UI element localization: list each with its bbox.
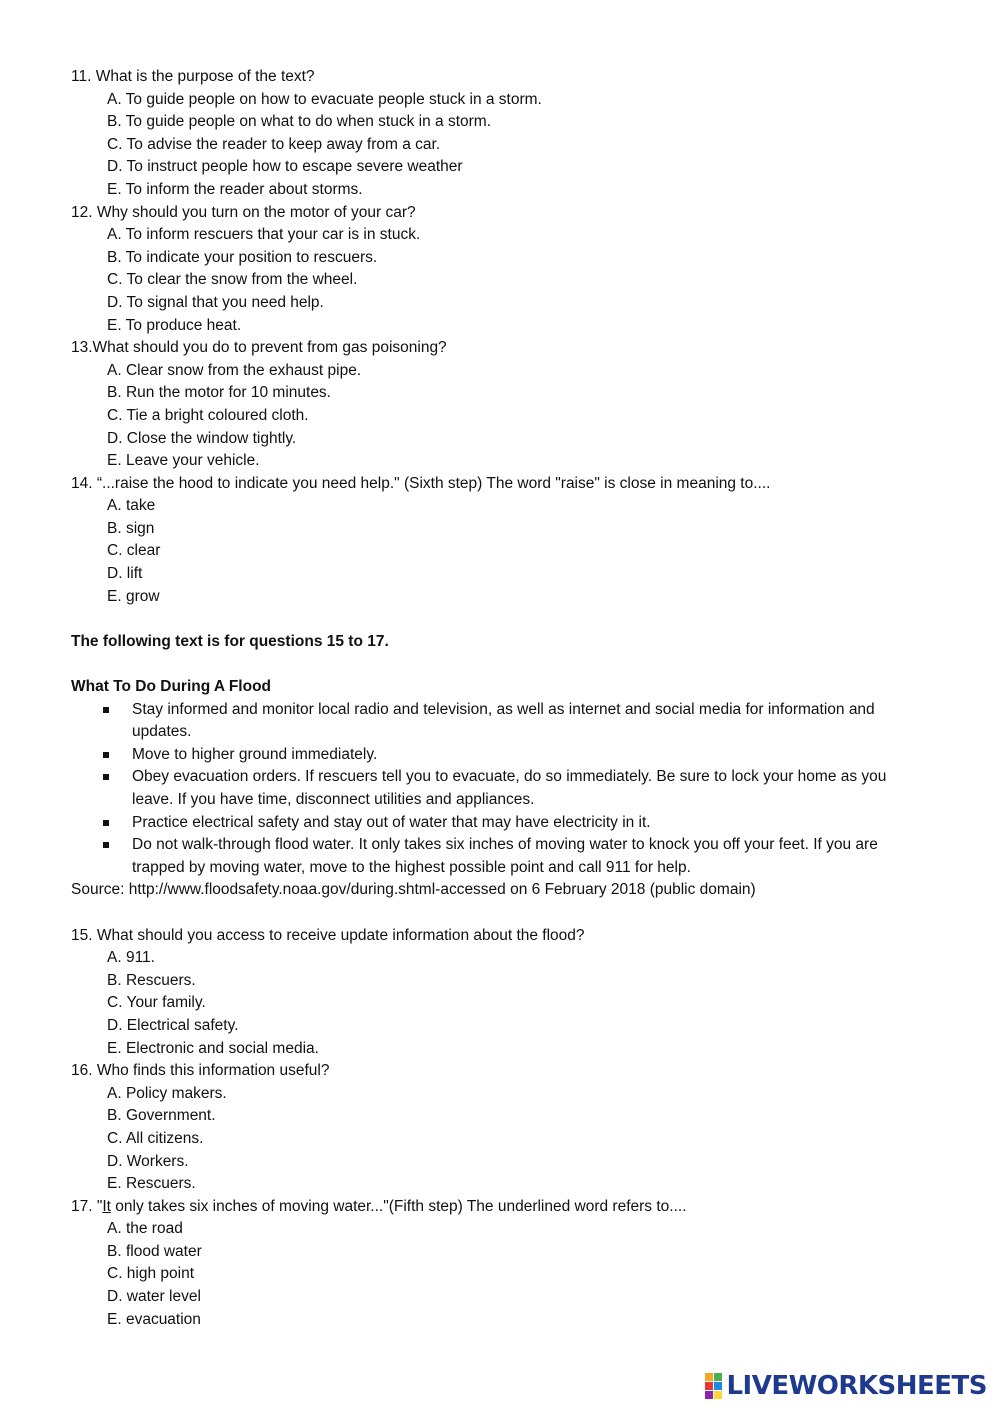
logo-block bbox=[705, 1382, 713, 1390]
list-item bbox=[71, 699, 932, 744]
question-text: 16. Who finds this information useful? bbox=[71, 1062, 330, 1080]
option-a: A. To guide people on how to evacuate people stuck in a storm. bbox=[107, 90, 542, 108]
option-a: A. the road bbox=[107, 1220, 183, 1238]
option-e: E. grow bbox=[107, 587, 160, 605]
question-text: 15. What should you access to receive update information about the flood? bbox=[71, 926, 585, 944]
option-d: D. Electrical safety. bbox=[107, 1016, 239, 1034]
question-text: 14. “...raise the hood to indicate you need help." (Sixth step) The word "raise" is close in meaning to.... bbox=[71, 474, 771, 492]
option-b: B. To guide people on what to do when stuck in a storm. bbox=[107, 113, 492, 131]
worksheet-page bbox=[71, 66, 941, 1331]
underlined-word: It bbox=[102, 1197, 111, 1215]
option-b: B. Run the motor for 10 minutes. bbox=[107, 384, 331, 402]
option-d: D. Workers. bbox=[107, 1152, 189, 1170]
option-e: E. To inform the reader about storms. bbox=[107, 180, 363, 198]
question-text: 11. What is the purpose of the text? bbox=[71, 68, 315, 85]
logo-block bbox=[705, 1391, 713, 1399]
question-text: 12. Why should you turn on the motor of your car? bbox=[71, 203, 416, 221]
bullet-square-icon bbox=[103, 842, 109, 848]
list-item bbox=[71, 744, 932, 767]
flood-tips-list bbox=[71, 699, 941, 880]
option-c: C. Your family. bbox=[107, 994, 206, 1012]
logo-text: LIVEWORKSHEETS bbox=[726, 1371, 987, 1401]
reading-section bbox=[71, 631, 941, 902]
option-d: D. lift bbox=[107, 565, 143, 583]
list-item bbox=[71, 834, 932, 879]
option-a: A. Clear snow from the exhaust pipe. bbox=[107, 361, 362, 379]
bullet-square-icon bbox=[103, 820, 109, 826]
option-d: D. To instruct people how to escape severe weather bbox=[107, 158, 463, 176]
option-c: C. high point bbox=[107, 1265, 195, 1283]
list-item-text: Stay informed and monitor local radio and television, as well as internet and social media for information and updates. bbox=[132, 700, 875, 741]
option-b: B. To indicate your position to rescuers. bbox=[107, 248, 378, 266]
list-item-text: Practice electrical safety and stay out of water that may have electricity in it. bbox=[132, 813, 651, 831]
question-16 bbox=[71, 1060, 941, 1196]
option-c: C. clear bbox=[107, 542, 161, 560]
option-c: C. Tie a bright coloured cloth. bbox=[107, 406, 309, 424]
question-14 bbox=[71, 473, 941, 609]
section-intro: The following text is for questions 15 to 17. bbox=[71, 632, 389, 650]
option-d: D. water level bbox=[107, 1288, 201, 1306]
liveworksheets-logo bbox=[705, 1371, 987, 1401]
logo-block bbox=[705, 1373, 713, 1381]
spacer bbox=[71, 608, 941, 631]
option-c: C. To advise the reader to keep away from a car. bbox=[107, 135, 441, 153]
option-a: A. 911. bbox=[107, 949, 155, 967]
section-title: What To Do During A Flood bbox=[71, 678, 272, 696]
bullet-square-icon bbox=[103, 752, 109, 758]
option-e: E. Rescuers. bbox=[107, 1175, 196, 1193]
bullet-square-icon bbox=[103, 707, 109, 713]
question-12 bbox=[71, 202, 941, 338]
option-d: D. To signal that you need help. bbox=[107, 293, 324, 311]
list-item-text: Do not walk-through flood water. It only takes six inches of moving water to knock you off your feet. If you are trapped by moving water, move to the highest possible point and call 911 for help. bbox=[132, 836, 878, 876]
option-b: B. sign bbox=[107, 519, 155, 537]
logo-block bbox=[714, 1382, 722, 1390]
option-e: E. Electronic and social media. bbox=[107, 1039, 319, 1057]
question-text bbox=[71, 1196, 941, 1219]
logo-block bbox=[714, 1373, 722, 1381]
question-11 bbox=[71, 66, 941, 202]
option-b: B. flood water bbox=[107, 1242, 202, 1260]
question-suffix: only takes six inches of moving water..."(Fifth step) The underlined word refers to.... bbox=[110, 1197, 687, 1215]
option-e: E. Leave your vehicle. bbox=[107, 452, 260, 470]
spacer bbox=[71, 653, 941, 676]
source-citation: Source: http://www.floodsafety.noaa.gov/during.shtml-accessed on 6 February 2018 (public domain) bbox=[71, 881, 756, 899]
option-c: C. All citizens. bbox=[107, 1129, 204, 1147]
option-b: B. Rescuers. bbox=[107, 971, 196, 989]
list-item-text: Obey evacuation orders. If rescuers tell you to evacuate, do so immediately. Be sure to lock your home as you leave. If you have time, disconnect utilities and appliances. bbox=[132, 768, 887, 808]
bullet-square-icon bbox=[103, 774, 109, 780]
list-item bbox=[71, 812, 932, 835]
option-b: B. Government. bbox=[107, 1107, 216, 1125]
list-item bbox=[71, 766, 932, 811]
logo-blocks-icon bbox=[705, 1373, 722, 1399]
list-item-text: Move to higher ground immediately. bbox=[132, 745, 378, 763]
question-prefix: 17. " bbox=[71, 1197, 103, 1215]
option-a: A. Policy makers. bbox=[107, 1084, 227, 1102]
question-17 bbox=[71, 1196, 941, 1332]
option-c: C. To clear the snow from the wheel. bbox=[107, 271, 358, 289]
option-a: A. To inform rescuers that your car is in stuck. bbox=[107, 226, 421, 244]
logo-block bbox=[714, 1391, 722, 1399]
question-13 bbox=[71, 337, 941, 473]
option-a: A. take bbox=[107, 497, 156, 515]
spacer bbox=[71, 902, 941, 925]
option-e: E. To produce heat. bbox=[107, 316, 242, 334]
question-text: 13.What should you do to prevent from gas poisoning? bbox=[71, 339, 447, 357]
option-e: E. evacuation bbox=[107, 1310, 201, 1328]
question-15 bbox=[71, 925, 941, 1061]
option-d: D. Close the window tightly. bbox=[107, 429, 297, 447]
